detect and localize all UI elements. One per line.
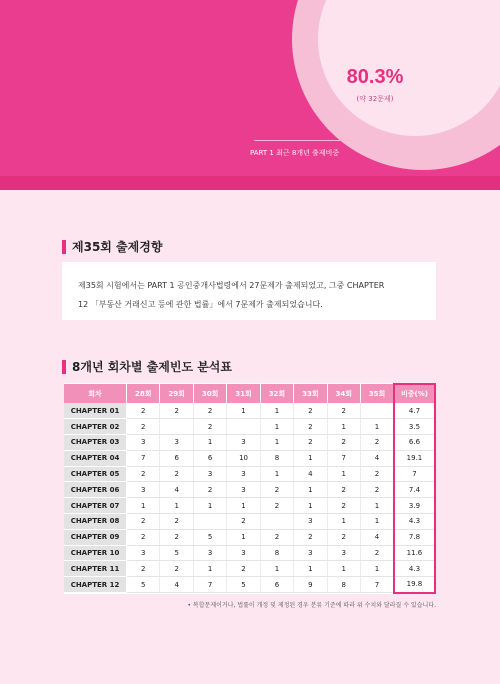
ratio-cell: 19.1: [394, 450, 435, 466]
count-cell: 1: [260, 403, 293, 419]
count-cell: 1: [361, 561, 394, 577]
count-cell: 2: [160, 514, 193, 530]
count-cell: 4: [361, 529, 394, 545]
count-cell: 2: [193, 419, 226, 435]
table-row: [64, 419, 435, 435]
chapter-label: CHAPTER 12: [64, 577, 127, 593]
table-row: [64, 561, 435, 577]
table-row: [64, 450, 435, 466]
ratio-cell: 7.8: [394, 529, 435, 545]
count-cell: 1: [294, 482, 327, 498]
count-cell: 2: [361, 482, 394, 498]
count-cell: 8: [260, 450, 293, 466]
count-cell: 3: [193, 466, 226, 482]
count-cell: 2: [327, 482, 360, 498]
count-cell: 2: [260, 498, 293, 514]
column-header: 회차: [64, 384, 127, 403]
count-cell: 7: [327, 450, 360, 466]
count-cell: 2: [294, 529, 327, 545]
count-cell: 1: [294, 561, 327, 577]
table-row: [64, 529, 435, 545]
count-cell: 7: [361, 577, 394, 593]
count-cell: 6: [160, 450, 193, 466]
count-cell: 3: [127, 545, 160, 561]
column-header: 29회: [160, 384, 193, 403]
count-cell: 5: [160, 545, 193, 561]
chapter-label: CHAPTER 06: [64, 482, 127, 498]
column-header: 33회: [294, 384, 327, 403]
count-cell: 7: [193, 577, 226, 593]
count-cell: [227, 419, 260, 435]
count-cell: 8: [260, 545, 293, 561]
count-cell: 9: [294, 577, 327, 593]
count-cell: 2: [260, 529, 293, 545]
percent-value: 80.3%: [346, 66, 404, 88]
table-row: [64, 482, 435, 498]
count-cell: 6: [193, 450, 226, 466]
count-cell: 3: [193, 545, 226, 561]
table-row: [64, 514, 435, 530]
chapter-label: CHAPTER 08: [64, 514, 127, 530]
ratio-cell: 4.3: [394, 514, 435, 530]
count-cell: 3: [127, 435, 160, 451]
count-cell: 2: [193, 482, 226, 498]
section-title-text: 제35회 출제경향: [72, 240, 163, 254]
ratio-cell: 3.9: [394, 498, 435, 514]
callout-line: [254, 140, 354, 141]
count-cell: 2: [294, 435, 327, 451]
count-cell: [361, 403, 394, 419]
ratio-column-header: 비중(%): [394, 384, 435, 403]
count-cell: 2: [227, 514, 260, 530]
count-cell: 3: [227, 435, 260, 451]
banner-stripe: [0, 176, 500, 190]
count-cell: 2: [361, 545, 394, 561]
count-cell: 1: [327, 514, 360, 530]
count-cell: 2: [127, 561, 160, 577]
table-body: [64, 403, 435, 593]
count-cell: 2: [327, 529, 360, 545]
ratio-cell: 4.7: [394, 403, 435, 419]
count-cell: 3: [294, 514, 327, 530]
ratio-cell: 6.6: [394, 435, 435, 451]
count-cell: 4: [361, 450, 394, 466]
count-cell: 6: [260, 577, 293, 593]
count-cell: 1: [327, 466, 360, 482]
count-cell: 2: [327, 403, 360, 419]
section-title-text: 8개년 회차별 출제빈도 분석표: [72, 360, 232, 374]
count-cell: 1: [193, 498, 226, 514]
count-cell: 2: [127, 419, 160, 435]
description-line: 제35회 시험에서는 PART 1 공인중개사법령에서 27문제가 출제되었고, 그중 CHAPTER: [78, 281, 385, 290]
column-header: 34회: [327, 384, 360, 403]
chapter-label: CHAPTER 03: [64, 435, 127, 451]
section-title-frequency: [62, 358, 232, 375]
count-cell: 7: [127, 450, 160, 466]
count-cell: 2: [361, 435, 394, 451]
column-header: 28회: [127, 384, 160, 403]
count-cell: 5: [127, 577, 160, 593]
ratio-cell: 4.3: [394, 561, 435, 577]
count-cell: 1: [193, 561, 226, 577]
ratio-cell: 3.5: [394, 419, 435, 435]
count-cell: 1: [260, 561, 293, 577]
count-cell: 1: [294, 498, 327, 514]
count-cell: 2: [361, 466, 394, 482]
column-header: 35회: [361, 384, 394, 403]
count-cell: 3: [227, 482, 260, 498]
count-cell: 1: [361, 419, 394, 435]
frequency-table-wrapper: [64, 383, 436, 594]
count-cell: 2: [193, 403, 226, 419]
ratio-cell: 7: [394, 466, 435, 482]
chapter-label: CHAPTER 10: [64, 545, 127, 561]
trend-description: [62, 262, 436, 320]
count-cell: 2: [160, 403, 193, 419]
chapter-label: CHAPTER 05: [64, 466, 127, 482]
count-cell: 5: [227, 577, 260, 593]
chapter-label: CHAPTER 09: [64, 529, 127, 545]
count-cell: 8: [327, 577, 360, 593]
count-cell: 1: [327, 419, 360, 435]
count-cell: 2: [160, 466, 193, 482]
count-cell: 1: [327, 561, 360, 577]
count-cell: 1: [227, 403, 260, 419]
count-cell: 1: [294, 450, 327, 466]
count-cell: 1: [260, 419, 293, 435]
table-row: [64, 435, 435, 451]
chapter-label: CHAPTER 02: [64, 419, 127, 435]
table-row: [64, 403, 435, 419]
count-cell: 1: [193, 435, 226, 451]
count-cell: 1: [361, 514, 394, 530]
count-cell: 2: [127, 529, 160, 545]
count-cell: 2: [127, 403, 160, 419]
table-row: [64, 545, 435, 561]
count-cell: 3: [127, 482, 160, 498]
ratio-cell: 19.8: [394, 577, 435, 593]
table-row: [64, 498, 435, 514]
ratio-cell: 7.4: [394, 482, 435, 498]
count-cell: 1: [260, 435, 293, 451]
count-cell: 10: [227, 450, 260, 466]
count-cell: 2: [127, 466, 160, 482]
column-header: 32회: [260, 384, 293, 403]
count-cell: 2: [294, 403, 327, 419]
count-cell: 1: [127, 498, 160, 514]
chapter-label: CHAPTER 01: [64, 403, 127, 419]
count-cell: 5: [193, 529, 226, 545]
title-accent-bar: [62, 240, 66, 254]
count-cell: 4: [160, 577, 193, 593]
chapter-label: CHAPTER 04: [64, 450, 127, 466]
count-cell: [160, 419, 193, 435]
count-cell: 1: [227, 529, 260, 545]
count-cell: [193, 514, 226, 530]
count-cell: 3: [227, 545, 260, 561]
count-cell: 2: [327, 498, 360, 514]
part-label: PART 1 최근 8개년 출제비중: [250, 149, 340, 157]
count-cell: 4: [294, 466, 327, 482]
title-accent-bar: [62, 360, 66, 374]
count-cell: 2: [127, 514, 160, 530]
count-cell: 3: [294, 545, 327, 561]
count-cell: 1: [260, 466, 293, 482]
section-title-trend: [62, 238, 162, 255]
count-cell: 2: [160, 561, 193, 577]
count-cell: 2: [160, 529, 193, 545]
percent-subtext: (약 32문제): [356, 95, 394, 103]
chapter-label: CHAPTER 07: [64, 498, 127, 514]
column-header: 30회: [193, 384, 226, 403]
count-cell: 1: [227, 498, 260, 514]
count-cell: 1: [160, 498, 193, 514]
ratio-cell: 11.6: [394, 545, 435, 561]
frequency-table: [64, 383, 436, 594]
count-cell: 3: [227, 466, 260, 482]
count-cell: 2: [227, 561, 260, 577]
column-header: 31회: [227, 384, 260, 403]
description-line: 12 「부동산 거래신고 등에 관한 법률」에서 7문제가 출제되었습니다.: [78, 300, 323, 309]
count-cell: 2: [260, 482, 293, 498]
count-cell: 2: [327, 435, 360, 451]
count-cell: 2: [294, 419, 327, 435]
chapter-label: CHAPTER 11: [64, 561, 127, 577]
table-row: [64, 577, 435, 593]
table-row: [64, 466, 435, 482]
count-cell: 4: [160, 482, 193, 498]
count-cell: 3: [160, 435, 193, 451]
count-cell: [260, 514, 293, 530]
count-cell: 3: [327, 545, 360, 561]
footnote: • 복합문제이거나, 법률이 개정 및 제정된 경우 분류 기준에 따라 위 수치와 달라질 수 있습니다.: [187, 602, 436, 609]
count-cell: 1: [361, 498, 394, 514]
table-header-row: [64, 384, 435, 403]
